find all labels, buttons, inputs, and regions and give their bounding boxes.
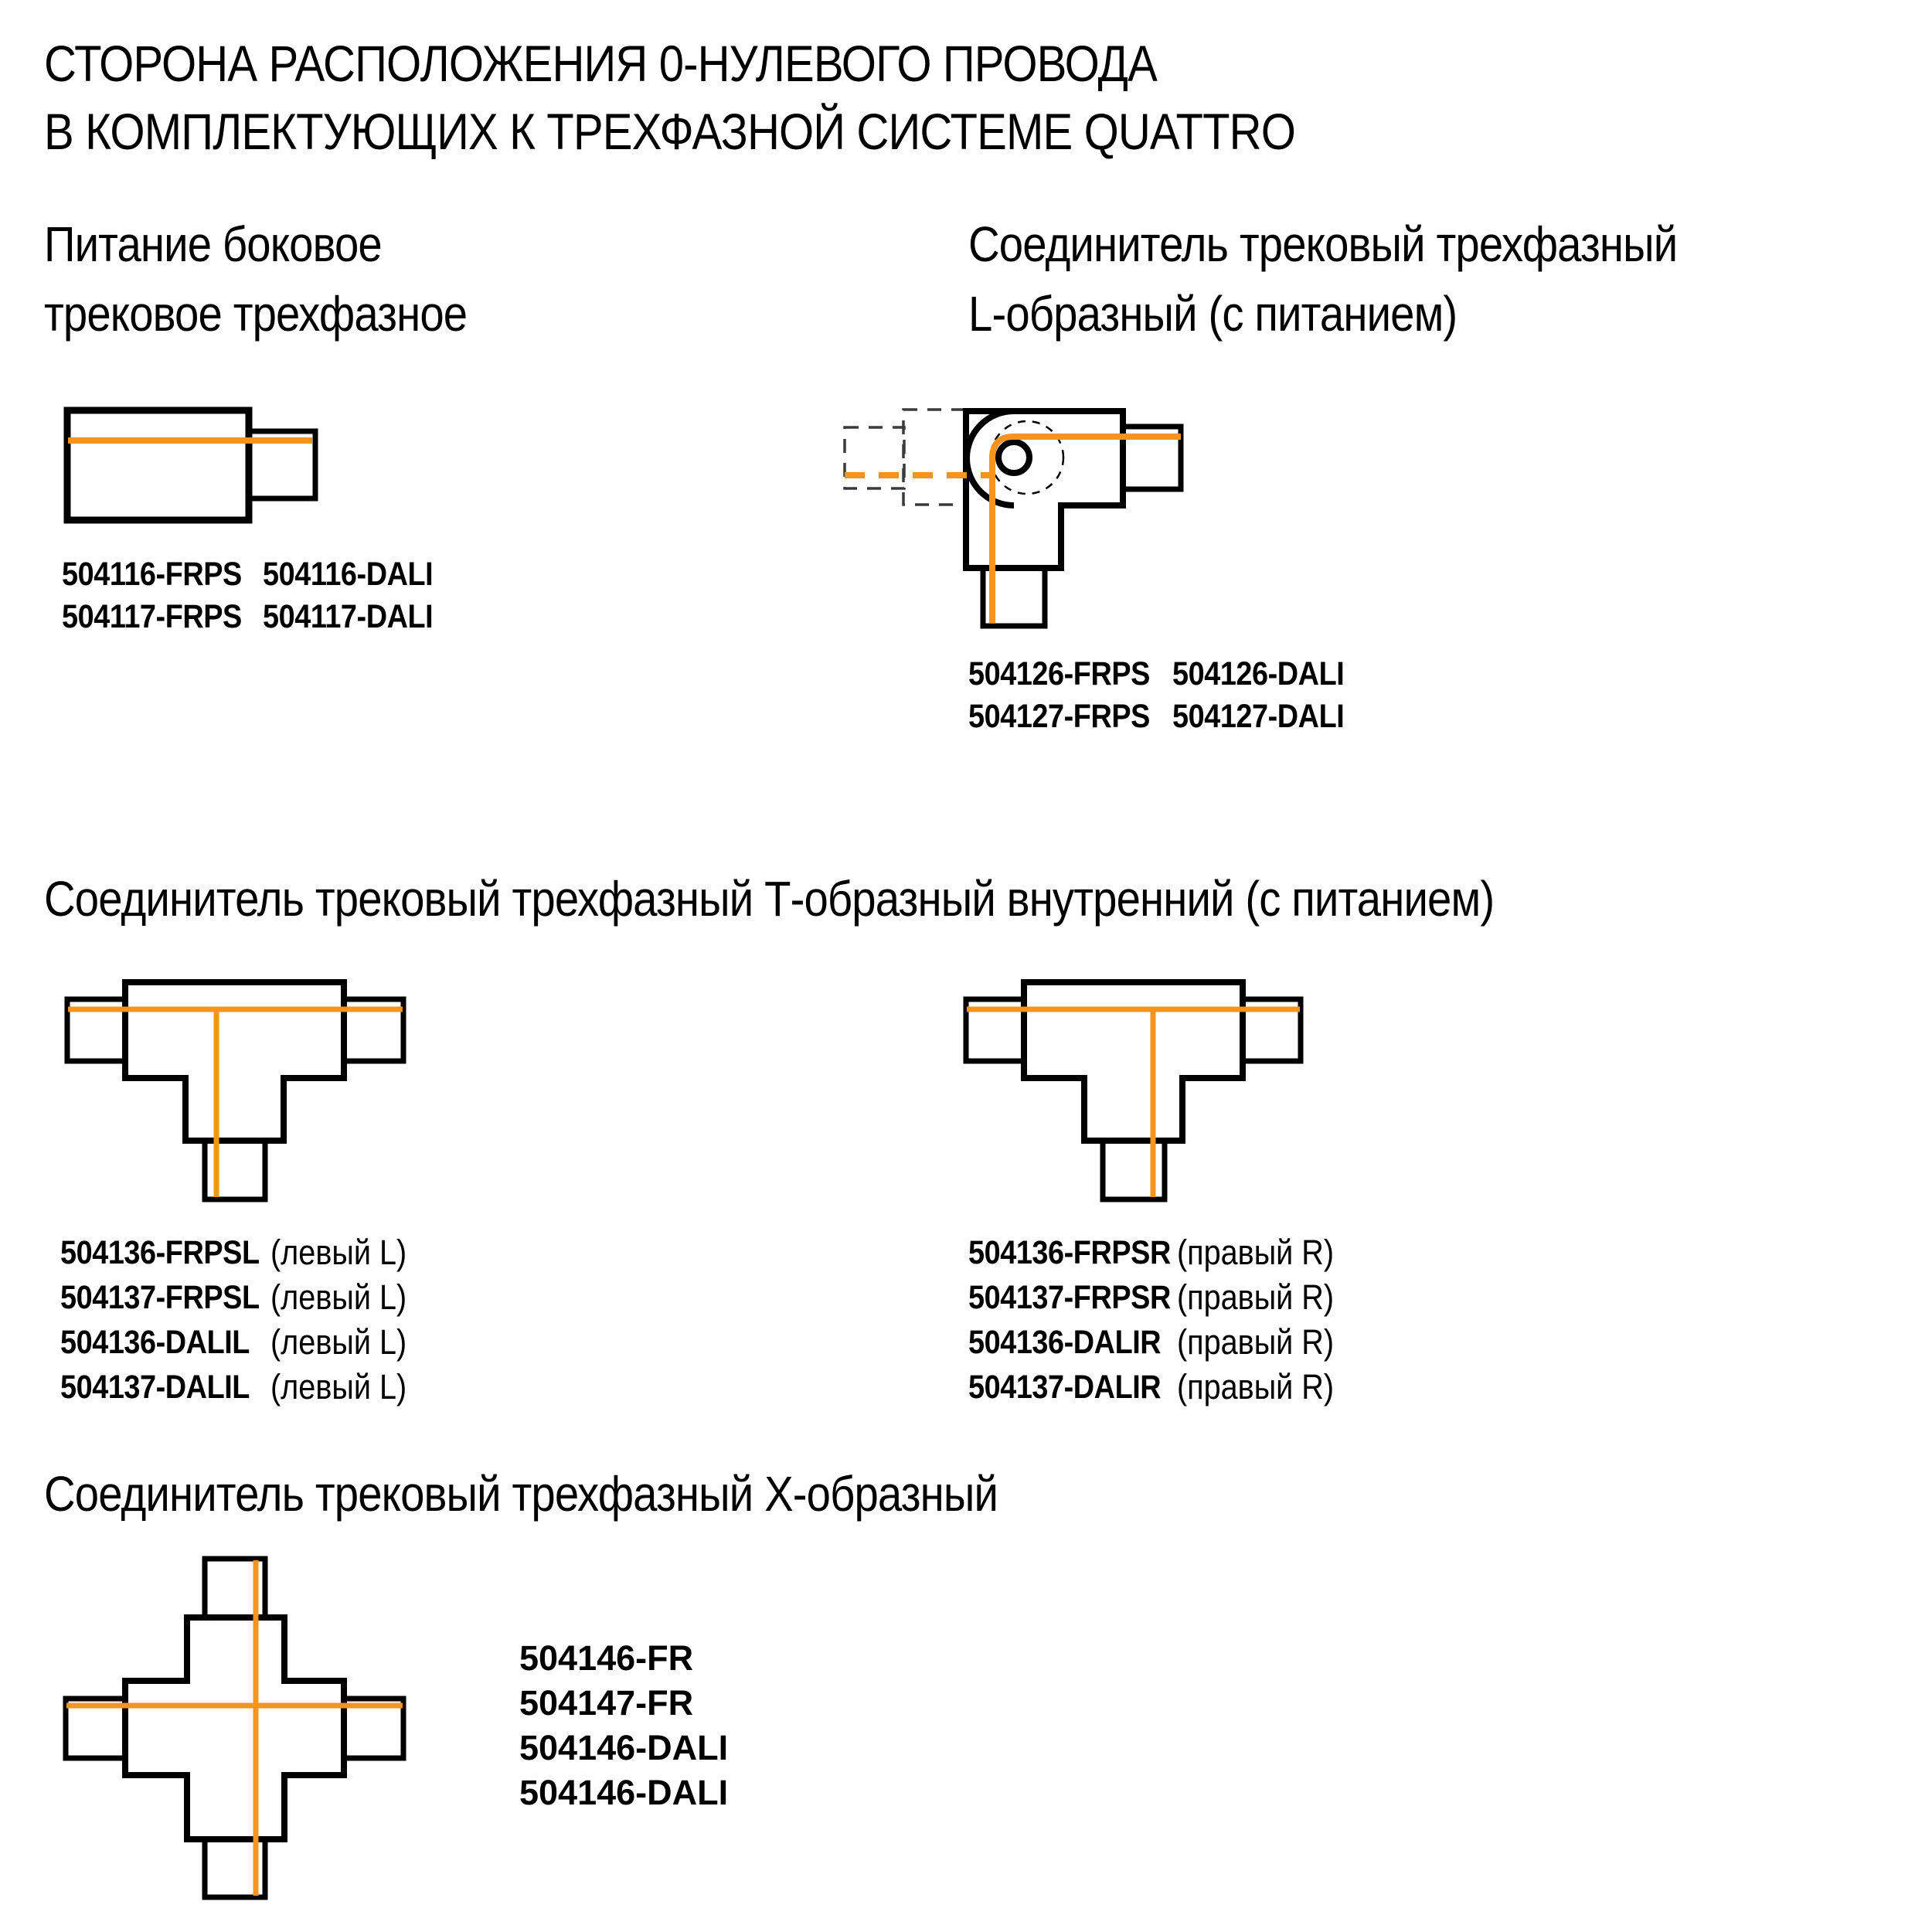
part-code: 504146-DALI: [519, 1773, 729, 1812]
part-code: 504136-FRPSR: [968, 1234, 1171, 1271]
x-connector-codes: [519, 1636, 728, 1815]
orientation-note: (левый L): [270, 1367, 407, 1406]
l-connector-codes-col1: [968, 653, 1150, 738]
orientation-note: (левый L): [270, 1277, 407, 1317]
section-l-connector-title-line-1: Соединитель трековый трехфазный: [968, 216, 1678, 272]
part-code: 504117-DALI: [263, 598, 434, 635]
part-code: 504126-DALI: [1172, 655, 1345, 692]
orientation-note: (правый R): [1177, 1233, 1335, 1272]
section-side-power-title-line-1: Питание боковое: [44, 216, 382, 272]
t-connector-right-diagram: [966, 982, 1301, 1199]
part-code: 504146-DALI: [519, 1728, 729, 1767]
page-title-line-1: СТОРОНА РАСПОЛОЖЕНИЯ 0-НУЛЕВОГО ПРОВОДА: [44, 35, 1157, 92]
page-title-line-2: В КОМПЛЕКТУЮЩИХ К ТРЕХФАЗНОЙ СИСТЕМЕ QUATTRO: [44, 103, 1296, 160]
part-code: 504136-DALIR: [968, 1324, 1162, 1361]
t-connector-right-codes: [968, 1230, 1171, 1410]
orientation-note: (правый R): [1177, 1322, 1335, 1362]
l-connector-codes-col2: [1172, 653, 1344, 738]
track-ghost-small: [845, 427, 904, 488]
pivot-hole: [998, 442, 1029, 473]
part-code: 504117-FRPS: [62, 598, 242, 635]
t-connector-left-codes: [60, 1230, 260, 1410]
t-connector-left-diagram: [67, 982, 403, 1199]
part-code: 504127-DALI: [1172, 698, 1345, 735]
part-code: 504136-FRPSL: [60, 1234, 260, 1271]
side-power-codes-col1: [62, 553, 242, 638]
part-code: 504116-FRPS: [62, 556, 242, 593]
part-code: 504137-FRPSR: [968, 1279, 1171, 1316]
part-code: 504147-FR: [519, 1683, 694, 1723]
orientation-note: (левый L): [270, 1322, 407, 1362]
part-code: 504137-FRPSL: [60, 1279, 260, 1316]
section-t-connector-title: Соединитель трековый трехфазный Т-образный внутренний (с питанием): [44, 871, 1495, 927]
section-x-connector-title: Соединитель трековый трехфазный Х-образный: [44, 1466, 998, 1522]
side-power-feed-diagram: [67, 410, 315, 520]
part-code: 504126-FRPS: [968, 655, 1150, 692]
x-connector-diagram: [66, 1559, 403, 1897]
t-connector-left-notes: [270, 1230, 406, 1410]
orientation-note: (правый R): [1177, 1367, 1335, 1406]
t-connector-right-notes: [1177, 1230, 1334, 1410]
part-code: 504137-DALIL: [60, 1369, 250, 1406]
part-code: 504146-FR: [519, 1638, 694, 1678]
part-code: 504136-DALIL: [60, 1324, 250, 1361]
section-l-connector-title-line-2: L-образный (с питанием): [968, 286, 1458, 342]
section-side-power-title-line-2: трековое трехфазное: [44, 286, 468, 342]
part-code: 504116-DALI: [263, 556, 434, 593]
orientation-note: (правый R): [1177, 1277, 1335, 1317]
part-code: 504127-FRPS: [968, 698, 1150, 735]
orientation-note: (левый L): [270, 1233, 407, 1272]
part-code: 504137-DALIR: [968, 1369, 1162, 1406]
side-power-codes-col2: [263, 553, 433, 638]
l-connector-diagram: [845, 410, 1181, 626]
